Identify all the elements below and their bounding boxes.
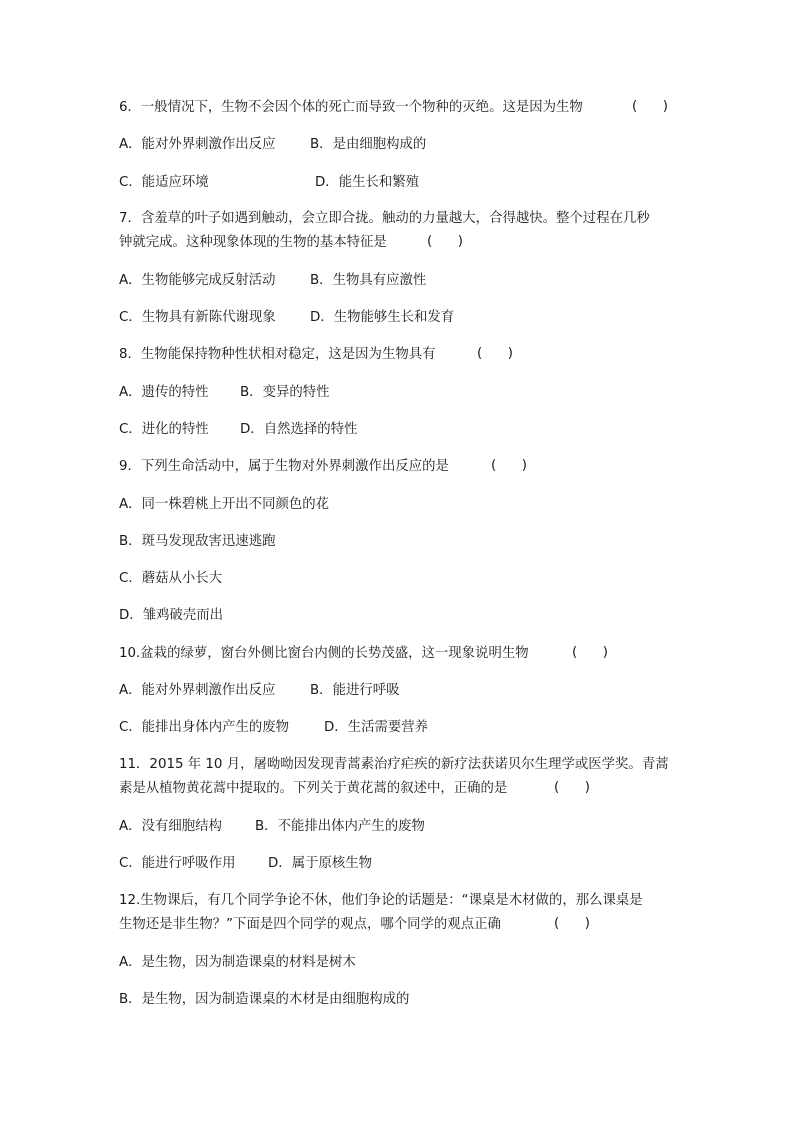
option-b: B．变异的特性 [240,385,330,400]
option-a: A．没有细胞结构 [119,819,222,834]
option-d: D．生物能够生长和发育 [310,310,455,325]
answer-paren: ( ) [632,99,668,114]
answer-paren: ( ) [572,645,608,660]
question-7-stem-line-2: 钟就完成。这种现象体现的生物的基本特征是 [119,235,387,250]
option-c: C．能进行呼吸作用 [119,856,236,871]
option-d: D．属于原核生物 [268,856,373,871]
question-11-stem-line-1: 11．2015 年 10 月，屠呦呦因发现青蒿素治疗疟疾的新疗法获诺贝尔生理学或医学奖。青蒿 [119,757,669,772]
answer-paren: ( ) [477,346,513,361]
option-c: C．蘑菇从小长大 [119,571,223,586]
option-a: A．遗传的特性 [119,385,209,400]
question-9-stem: 9．下列生命活动中，属于生物对外界刺激作出反应的是 [119,459,449,474]
option-b: B．斑马发现敌害迅速逃跑 [119,534,276,549]
question-7-stem-line-1: 7．含羞草的叶子如遇到触动，会立即合拢。触动的力量越大，合得越快。整个过程在几秒 [119,211,650,226]
question-10-stem: 10.盆栽的绿萝，窗台外侧比窗台内侧的长势茂盛，这一现象说明生物 [119,646,529,661]
option-b: B．是生物，因为制造课桌的木材是由细胞构成的 [119,992,410,1007]
answer-paren: ( ) [554,780,590,795]
option-d: D．雏鸡破壳而出 [119,608,224,623]
answer-paren: ( ) [554,916,590,931]
option-c: C．能适应环境 [119,175,209,190]
answer-paren: ( ) [427,234,463,249]
option-d: D．能生长和繁殖 [315,175,420,190]
question-12-stem-line-1: 12.生物课后，有几个同学争论不休，他们争论的话题是：“课桌是木材做的，那么课桌是 [119,893,643,908]
question-8-stem: 8．生物能保持物种性状相对稳定，这是因为生物具有 [119,347,436,362]
option-c: C．进化的特性 [119,422,209,437]
answer-paren: ( ) [491,458,527,473]
option-c: C．能排出身体内产生的废物 [119,720,290,735]
option-d: D．自然选择的特性 [240,422,358,437]
option-b: B．是由细胞构成的 [310,137,427,152]
option-b: B．生物具有应激性 [310,273,427,288]
option-c: C．生物具有新陈代谢现象 [119,310,276,325]
option-a: A．同一株碧桃上开出不同颜色的花 [119,497,330,512]
option-a: A．能对外界刺激作出反应 [119,683,276,698]
option-b: B．能进行呼吸 [310,683,400,698]
option-d: D．生活需要营养 [324,720,429,735]
question-6-stem: 6．一般情况下，生物不会因个体的死亡而导致一个物种的灭绝。这是因为生物 [119,100,583,115]
option-a: A．是生物，因为制造课桌的材料是树木 [119,955,356,970]
question-11-stem-line-2: 素是从植物黄花蒿中提取的。下列关于黄花蒿的叙述中，正确的是 [119,781,508,796]
question-12-stem-line-2: 生物还是非生物？”下面是四个同学的观点，哪个同学的观点正确 [119,917,501,932]
option-b: B．不能排出体内产生的废物 [255,819,425,834]
option-a: A．能对外界刺激作出反应 [119,137,276,152]
option-a: A．生物能够完成反射活动 [119,273,276,288]
